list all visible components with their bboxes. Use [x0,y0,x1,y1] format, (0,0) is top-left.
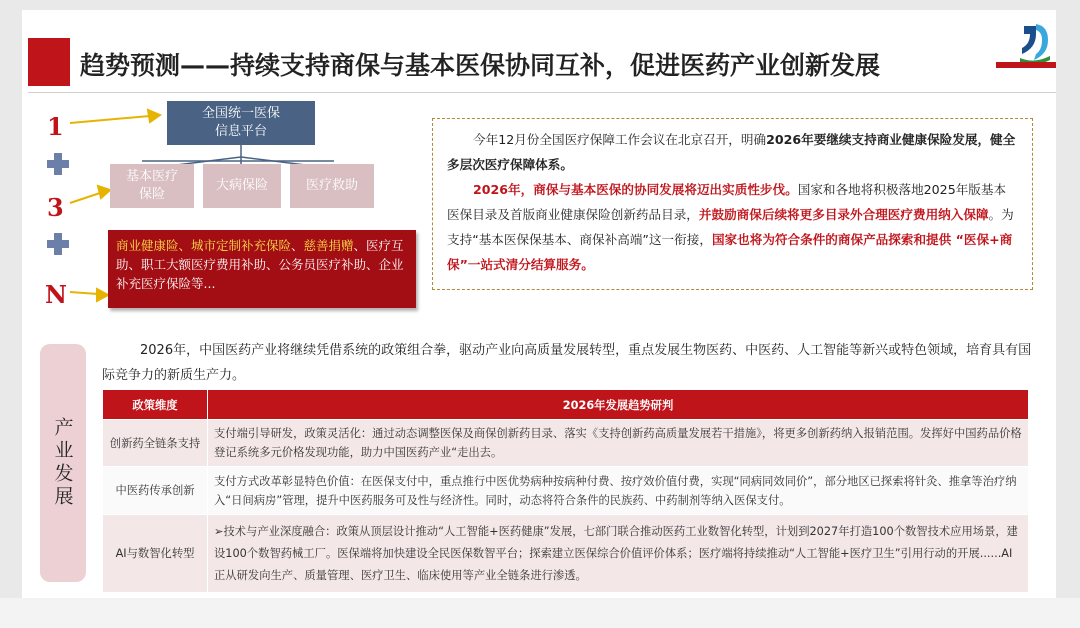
tierN-part: 、医疗互助、职工大额医疗费用补助、公务员医疗补助、企业补充医疗保险等... [116,238,404,291]
notice-bold-text: 2026年要继续支持商业健康保险发展，健全多层次医疗保障体系。 [447,132,1016,172]
table-header-trend: 2026年发展趋势研判 [208,390,1029,420]
side-label-text: 产业发展 [51,417,74,509]
table-cell-trend: 支付方式改革彰显特色价值：在医保支付中，重点推行中医优势病种按病种付费、按疗效价值付费，实现“同病同效同价”，部分地区已探索将针灸、推拿等治疗纳入“日间病房”管理，提升中医药服务可及性与经济性。同时，动态将符合条件的民族药、中药制剂等纳入医保支付。 [208,467,1029,515]
bottom-strip [0,598,1080,628]
notice-red-text: 2026年，商保与基本医保的协同发展将迈出实质性步伐。 [473,182,798,197]
table-header-row [103,390,1029,420]
company-logo-icon [1014,20,1056,66]
table-header-dimension: 政策维度 [103,390,208,420]
industry-paragraph: 2026年，中国医药产业将继续凭借系统的政策组合拳，驱动产业向高质量发展转型，重点发展生物医药、中医药、人工智能等新兴或特色领域，培育具有国际竞争力的新质生产力。 [102,343,1032,383]
basic-medical-insurance-box: 基本医疗 保险 [110,164,194,208]
notice-red-text: 并鼓励商保后续将更多目录外合理医疗费用纳入保障 [698,207,989,222]
tierN-part: 慈善捐赠 [303,238,354,253]
table-cell-trend: ➢技术与产业深度融合：政策从顶层设计推动“人工智能+医药健康”发展，七部门联合推动医药工业数智化转型，计划到2027年打造100个数智技术应用场景，建设100个数智药械工厂。医保端将加快建设全民医保数智平台；探索建立医保综合价值评价体系；医疗端将持续推动“人工智能+医疗卫生”引用行动的开展......AI正从研发向生产、质量管理、医疗卫生、临床使用等产业全链条进行渗透。 [208,515,1029,593]
tierN-part: 商业健康险、城市定制补充保险 [116,238,292,253]
slide-title: 趋势预测——持续支持商保与基本医保协同互补，促进医药产业创新发展 [80,51,881,80]
notice-paragraph-2 [447,177,1018,277]
commercial-insurance-box [108,230,416,308]
industry-development-label [40,344,86,582]
notice-text: 国家和各地将积极落地2025年版基本医保目录及首版商业健康保险创新药品目录， [447,182,1007,222]
number-three: 3 [47,193,64,222]
notice-paragraph-1 [447,127,1018,177]
unified-platform-box [167,101,315,145]
unified-platform-line2: 信息平台 [214,124,267,139]
notice-text: 今年12月份全国医疗保障工作会议在北京召开，明确 [473,132,767,147]
critical-illness-insurance-box: 大病保险 [203,164,281,208]
number-one: 1 [47,112,64,141]
medical-assistance-box: 医疗救助 [290,164,374,208]
table-cell-dimension: AI与数智化转型 [103,515,208,593]
table-cell-dimension: 中医药传承创新 [103,467,208,515]
logo-accent-line [996,62,1056,68]
table-cell-dimension: 创新药全链条支持 [103,420,208,467]
slide [22,10,1056,598]
policy-notice-box [432,118,1033,290]
policy-trend-table [102,389,1029,593]
table-row [103,467,1029,515]
number-n: N [45,280,67,309]
unified-platform-line1: 全国统一医保 [201,106,280,121]
table-row [103,420,1029,467]
tierN-part: 、 [291,238,304,253]
notice-red-text: 国家也将为符合条件的商保产品探索和提供 “医保+商保”一站式清分结算服务。 [447,232,1013,272]
notice-text: 。为支持“基本医保保基本、商保补高端”这一衔接， [447,207,1014,247]
table-row [103,515,1029,593]
table-cell-trend: 支付端引导研发，政策灵活化：通过动态调整医保及商保创新药目录、落实《支持创新药高质量发展若干措施》，将更多创新药纳入报销范围。发挥好中国药品价格登记系统多元价格发现功能，助力中国医药产业“走出去。 [208,420,1029,467]
